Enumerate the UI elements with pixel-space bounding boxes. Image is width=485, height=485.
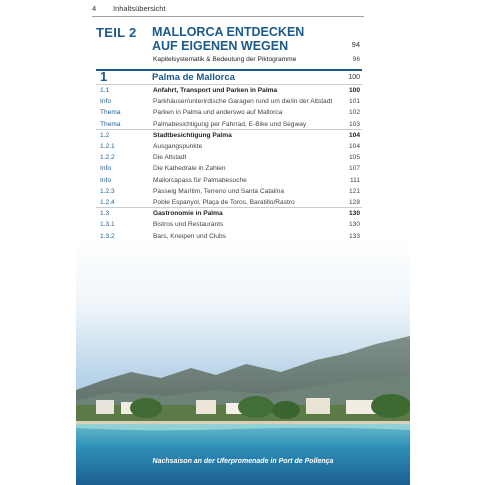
toc-row-text: Poble Espanyol, Plaça de Toros, Baratillo/Rastro xyxy=(153,199,295,206)
toc-row-text: Die Kathedrale in Zahlen xyxy=(153,165,226,173)
seaside-harbor-photo xyxy=(76,240,410,485)
toc-row-number: 1.3.2 xyxy=(100,232,115,240)
toc-row-number: Thema xyxy=(100,109,121,117)
toc-row[interactable] xyxy=(96,175,362,186)
part-title-line-1: MALLORCA ENTDECKEN xyxy=(152,25,305,39)
running-header xyxy=(92,4,364,16)
toc-row-text: Parkhäuser/unterirdische Garagen rund um die/in der Altstadt xyxy=(153,98,333,106)
toc-row-page: 133 xyxy=(348,232,360,240)
toc-row-text: Gastronomie in Palma xyxy=(153,210,223,218)
part-page: 94 xyxy=(351,40,360,49)
toc-row[interactable] xyxy=(96,54,362,65)
section-rule xyxy=(96,207,362,208)
toc-row[interactable] xyxy=(96,107,362,118)
page-number: 4 xyxy=(92,4,97,13)
toc-row-page: 130 xyxy=(348,210,360,218)
toc-row-text: Mallorcapass für Palmabesuche xyxy=(153,176,247,184)
running-header-title: Inhaltsübersicht xyxy=(113,4,166,13)
chapter-rule xyxy=(96,69,362,71)
part-title-line-2: AUF EIGENEN WEGEN xyxy=(152,39,289,53)
toc-row-page: 121 xyxy=(348,187,360,195)
toc-row-number: Thema xyxy=(100,120,121,128)
toc-row-page: 102 xyxy=(348,109,360,117)
toc-row-page: 103 xyxy=(348,120,360,128)
toc-row-text: Parken in Palma und anderswo auf Mallorca xyxy=(153,109,283,117)
chapter-page: 100 xyxy=(348,74,360,81)
toc-row-number: Info xyxy=(100,176,111,184)
toc-row-text: Palmabesichtigung per Fahrrad, E-Bike und Segway xyxy=(153,120,307,128)
toc-row-number: 1.2.4 xyxy=(100,199,115,206)
toc-row-page: 101 xyxy=(348,98,360,106)
toc-row[interactable] xyxy=(96,152,362,163)
toc-row[interactable] xyxy=(96,85,362,96)
toc-row-number: 1.2.2 xyxy=(100,154,115,162)
toc-row-text: Anfahrt, Transport und Parken in Palma xyxy=(153,87,278,94)
toc-row-page: 130 xyxy=(348,221,360,229)
toc-row-number: Info xyxy=(100,165,111,173)
toc-row-number: 1.2.1 xyxy=(100,143,115,150)
toc-row-text: Bistros und Restaurants xyxy=(153,221,224,229)
chapter-title[interactable]: Palma de Mallorca xyxy=(152,72,235,83)
chapter-number: 1 xyxy=(100,69,108,84)
toc-row[interactable] xyxy=(96,96,362,107)
section-rule xyxy=(96,84,362,85)
toc-row-number: 1.3.1 xyxy=(100,221,115,229)
toc-row-text: Bars, Kneipen und Clubs xyxy=(153,232,226,240)
toc-row-text: Kapitelsystematik & Bedeutung der Piktogramme xyxy=(153,56,297,63)
toc-row-number: 1.2 xyxy=(100,131,110,139)
toc-row-text: Ausgangspunkte xyxy=(153,143,203,150)
toc-row[interactable] xyxy=(96,141,362,152)
toc-row[interactable] xyxy=(96,130,362,141)
photo-illustration xyxy=(76,240,410,485)
toc-row-number: 1.2.3 xyxy=(100,187,115,195)
toc-row-number: 1.3 xyxy=(100,210,110,218)
toc-row-page: 107 xyxy=(348,165,360,173)
photo-caption: Nachsaison an der Uferpromenade in Port de Pollença xyxy=(152,458,334,465)
toc-row-text: Stadtbesichtigung Palma xyxy=(153,131,232,139)
toc-row[interactable] xyxy=(96,219,362,230)
toc-row-text: Passeig Marítim, Terreno und Santa Catalina xyxy=(153,187,285,195)
toc-row-page: 128 xyxy=(348,199,360,206)
toc-row-page: 104 xyxy=(348,143,360,150)
part-label: TEIL 2 xyxy=(96,25,137,40)
toc-row-number: Info xyxy=(100,98,111,106)
toc-row-text: Die Altstadt xyxy=(153,154,187,162)
header-rule xyxy=(92,16,364,17)
toc-row-page: 105 xyxy=(348,154,360,162)
toc-row-number: 1.1 xyxy=(100,87,110,94)
section-rule xyxy=(96,129,362,130)
toc-row-page: 111 xyxy=(349,176,360,184)
toc-row-page: 104 xyxy=(348,131,360,139)
toc-row[interactable] xyxy=(96,186,362,197)
toc-row[interactable] xyxy=(96,163,362,174)
toc-row-page: 100 xyxy=(348,87,360,94)
toc-row-page: 96 xyxy=(352,56,360,63)
toc-row[interactable] xyxy=(96,208,362,219)
part-title xyxy=(152,25,332,53)
